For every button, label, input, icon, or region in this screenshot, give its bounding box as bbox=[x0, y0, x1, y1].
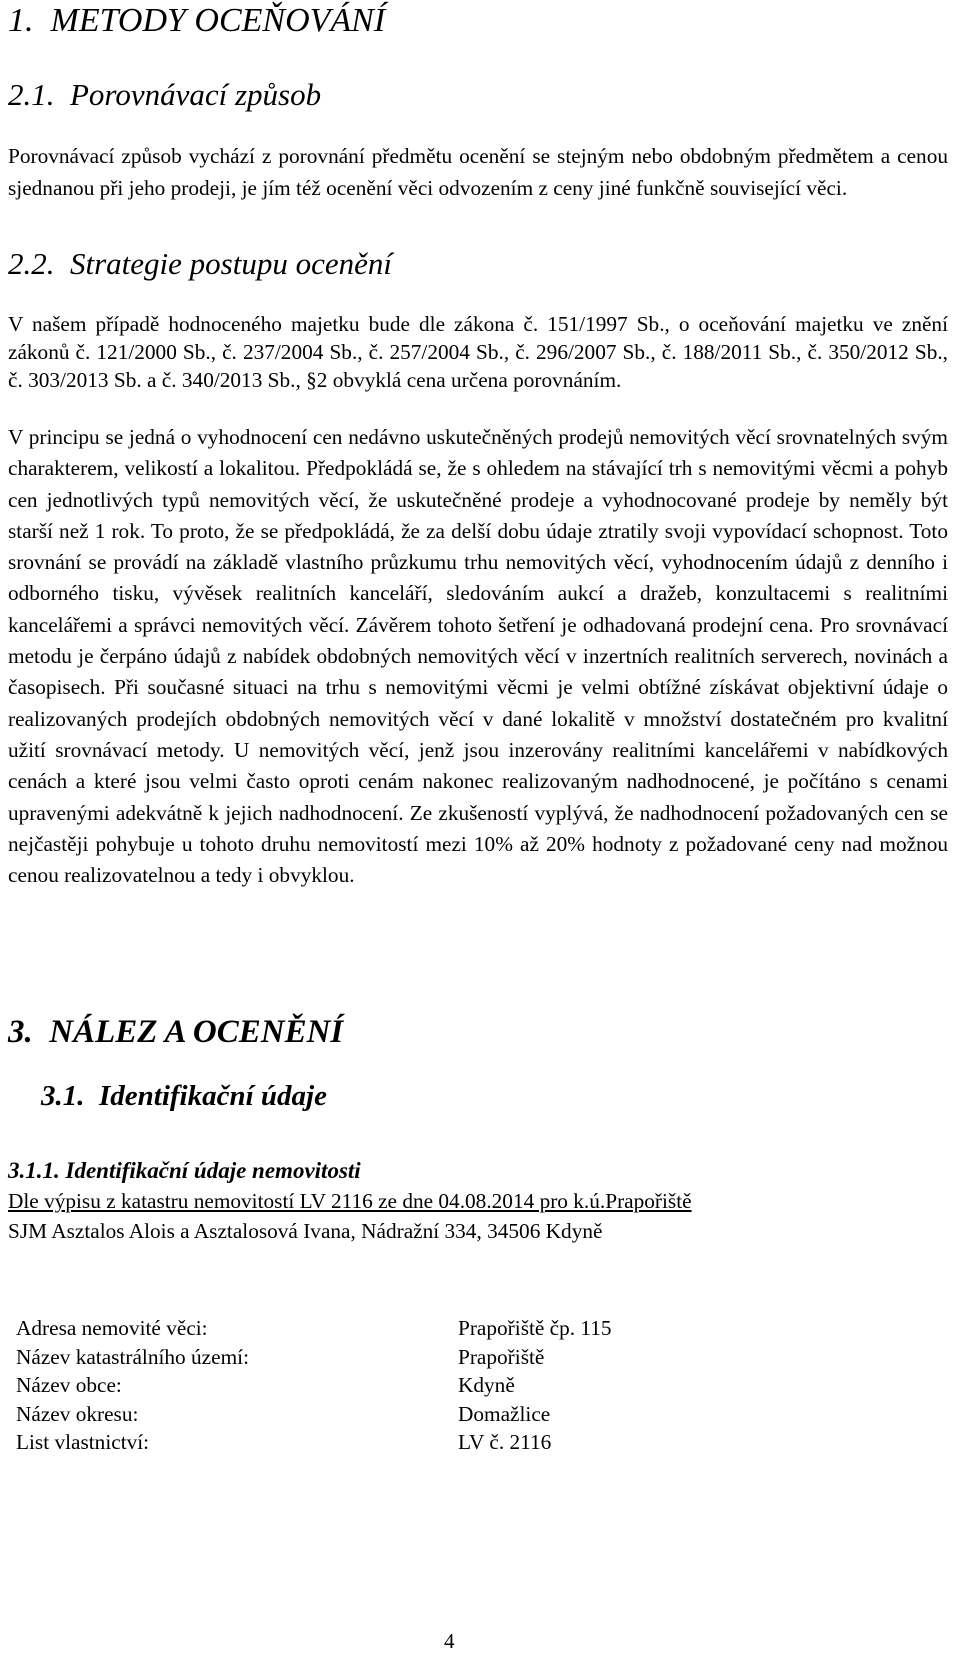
heading-section-2-2 bbox=[8, 245, 392, 282]
heading-title: METODY OCEŇOVÁNÍ bbox=[50, 2, 386, 39]
info-row-address bbox=[16, 1314, 656, 1343]
info-label: Název okresu: bbox=[16, 1401, 139, 1426]
info-value: Prapořiště čp. 115 bbox=[458, 1316, 612, 1340]
paragraph-valuation-law: V našem případě hodnoceného majetku bude dle zákona č. 151/1997 Sb., o oceňování majetku ve znění zákonů č. 121/2000 Sb., č. 237/2004 Sb., č. 257/2004 Sb., č. 296/2007 Sb., č. 188/2011 Sb., č. 350/2012 Sb., č. 303/2013 Sb. a č. 340/2013 Sb., §2 obvyklá cena určena porovnáním. bbox=[8, 312, 948, 392]
document-page bbox=[8, 0, 952, 1662]
heading-section-3 bbox=[8, 1013, 343, 1053]
owner-line: SJM Asztalos Alois a Asztalosová Ivana, Nádražní 334, 34506 Kdyně bbox=[8, 1219, 603, 1243]
info-row-district bbox=[16, 1400, 656, 1429]
info-row-ownership-sheet bbox=[16, 1428, 656, 1457]
heading-title: NÁLEZ A OCENĚNÍ bbox=[49, 1014, 344, 1050]
heading-title: Identifikační údaje nemovitosti bbox=[65, 1158, 361, 1183]
heading-number: 3.1. bbox=[41, 1080, 85, 1112]
heading-title: Strategie postupu ocenění bbox=[70, 246, 392, 281]
heading-title: Porovnávací způsob bbox=[70, 77, 322, 112]
info-label: List vlastnictví: bbox=[16, 1430, 150, 1454]
heading-section-1 bbox=[8, 1, 385, 42]
heading-number: 3. bbox=[8, 1014, 33, 1050]
info-row-municipality bbox=[16, 1371, 656, 1400]
heading-section-3-1-1 bbox=[8, 1157, 361, 1185]
heading-number: 2.1. bbox=[8, 77, 55, 112]
heading-number: 1. bbox=[8, 2, 34, 39]
heading-section-3-1 bbox=[41, 1079, 327, 1114]
info-value: LV č. 2116 bbox=[458, 1430, 552, 1454]
info-label: Název katastrálního území: bbox=[16, 1344, 249, 1369]
info-label: Název obce: bbox=[16, 1373, 122, 1397]
info-value: Kdyně bbox=[458, 1373, 515, 1397]
cadastre-source-line: Dle výpisu z katastru nemovitostí LV 2116 ze dne 04.08.2014 pro k.ú.Prapořiště bbox=[8, 1189, 692, 1213]
heading-number: 2.2. bbox=[8, 246, 55, 281]
heading-section-2-1 bbox=[8, 76, 321, 113]
info-value: Domažlice bbox=[458, 1401, 551, 1426]
page-number: 4 bbox=[444, 1629, 455, 1653]
paragraph-valuation-principle: V principu se jedná o vyhodnocení cen nedávno uskutečněných prodejů nemovitých věcí srovnatelných svým charakterem, velikostí a lokalitou. Předpokládá se, že s ohledem na stávající trh s nemovitými věcmi a pohyb cen jednotlivých typů nemovitých věcí, že uskutečněné prodeje a vyhodnocované prodeje by neměly být starší než 1 rok. To proto, že se předpokládá, že za delší dobu údaje ztratily svoji vypovídací schopnost. Toto srovnání se provádí na základě vlastního průzkumu trhu nemovitých věcí, vyhodnocením údajů z denního i odborného tisku, vývěsek realitních kanceláří, sledováním aukcí a dražeb, konzultacemi s realitními kancelářemi a správci nemovitých věcí. Závěrem tohoto šetření je odhadovaná prodejní cena. Pro srovnávací metodu je čerpáno údajů z nabídek obdobných nemovitých věcí v inzertních realitních serverech, novinách a časopisech. Při současné situaci na trhu s nemovitými věcmi je velmi obtížné získávat objektivní údaje o realizovaných prodejích obdobných nemovitých věcí v dané lokalitě v množství dostatečném pro kvalitní užití srovnávací metody. U nemovitých věcí, jenž jsou inzerovány realitními kancelářemi v nabídkových cenách a které jsou velmi často oproti cenám nakonec realizovaným nadhodnocené, je počítáno s cenami upravenými adekvátně k jejich nadhodnocení. Ze zkušeností vyplývá, že nadhodnocení požadovaných cen se nejčastěji pohybuje u tohoto druhu nemovitostí mezi 10% až 20% hodnoty z požadované ceny nad možnou cenou realizovatelnou a tedy i obvyklou. bbox=[8, 425, 948, 888]
info-label: Adresa nemovité věci: bbox=[16, 1316, 208, 1340]
heading-title: Identifikační údaje bbox=[99, 1080, 327, 1112]
heading-number: 3.1.1. bbox=[8, 1158, 60, 1183]
info-row-cadastral-area bbox=[16, 1343, 656, 1372]
info-value: Prapořiště bbox=[458, 1344, 545, 1369]
paragraph-comparative-method: Porovnávací způsob vychází z porovnání předmětu ocenění se stejným nebo obdobným předmětem a cenou sjednanou při jeho prodeji, je jím též ocenění věci odvozením z ceny jiné funkčně související věci. bbox=[8, 144, 948, 200]
